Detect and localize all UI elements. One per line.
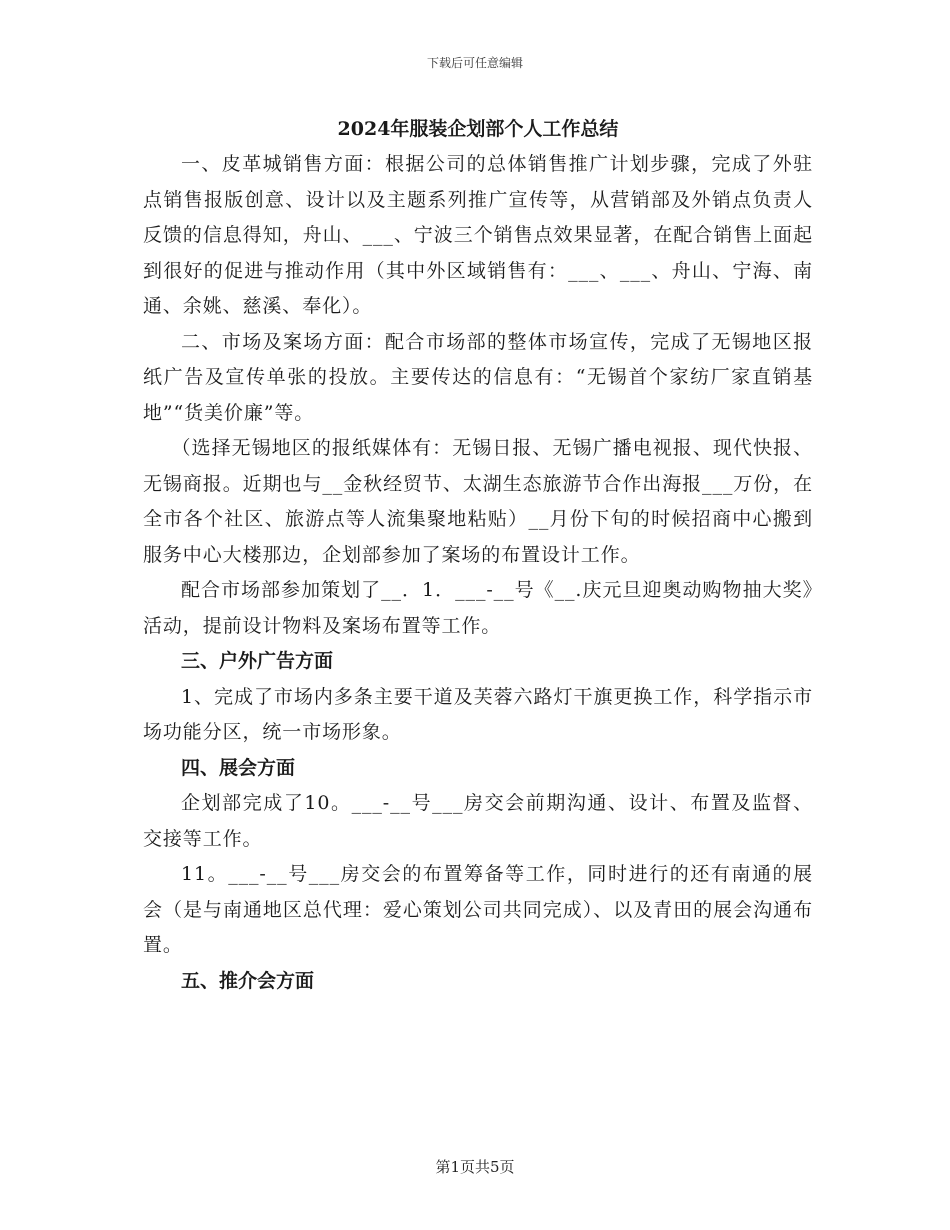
paragraph-market-and-sales-site: 二、市场及案场方面：配合市场部的整体市场宣传，完成了无锡地区报纸广告及宣传单张的投放。主要传达的信息有：“无锡首个家纺厂家直销基地”“货美价廉”等。 <box>143 330 813 424</box>
section-heading-outdoor-ads: 三、户外广告方面 <box>181 650 334 672</box>
section-heading-exhibitions: 四、展会方面 <box>181 756 296 779</box>
header-note: 下载后可任意编辑 <box>426 56 523 70</box>
page-number-footer: 第1页共5页 <box>435 1158 515 1176</box>
paragraph-november-fair: 11。___-__号___房交会的布置筹备等工作，同时进行的还有南通的展会（是与南通地区总代理：爱心策划公司共同完成）、以及青田的展会沟通布置。 <box>143 863 813 956</box>
section-heading-promotion: 五、推介会方面 <box>181 969 315 992</box>
paragraph-leather-city-sales: 一、皮革城销售方面：根据公司的总体销售推广计划步骤，完成了外驻点销售报版创意、设计以及主题系列推广宣传等，从营销部及外销点负责人反馈的信息得知，舟山、___、宁波三个销售点效果显著，在配合销售上面起到很好的促进与推动作用（其中外区域销售有：___、___、舟山、宁海、南通、余姚、慈溪、奉化）。 <box>143 153 813 317</box>
paragraph-october-fair: 企划部完成了10。___-__号___房交会前期沟通、设计、布置及监督、交接等工作。 <box>143 792 813 850</box>
paragraph-newspaper-media: （选择无锡地区的报纸媒体有：无锡日报、无锡广播电视报、现代快报、无锡商报。近期也与__金秋经贸节、太湖生态旅游节合作出海报___万份，在全市各个社区、旅游点等人流集聚地粘贴）__月份下旬的时候招商中心搬到服务中心大楼那边，企划部参加了案场的布置设计工作。 <box>143 437 813 566</box>
document-title: 2024年服装企划部个人工作总结 <box>337 118 619 140</box>
document-body <box>143 114 813 999</box>
paragraph-new-year-event: 配合市场部参加策划了__．1．___-__号《__.庆元旦迎奥动购物抽大奖》活动，提前设计物料及案场布置等工作。 <box>143 579 813 637</box>
paragraph-outdoor-ads: 1、完成了市场内多条主要干道及芙蓉六路灯干旗更换工作，科学指示市场功能分区，统一市场形象。 <box>143 685 813 743</box>
